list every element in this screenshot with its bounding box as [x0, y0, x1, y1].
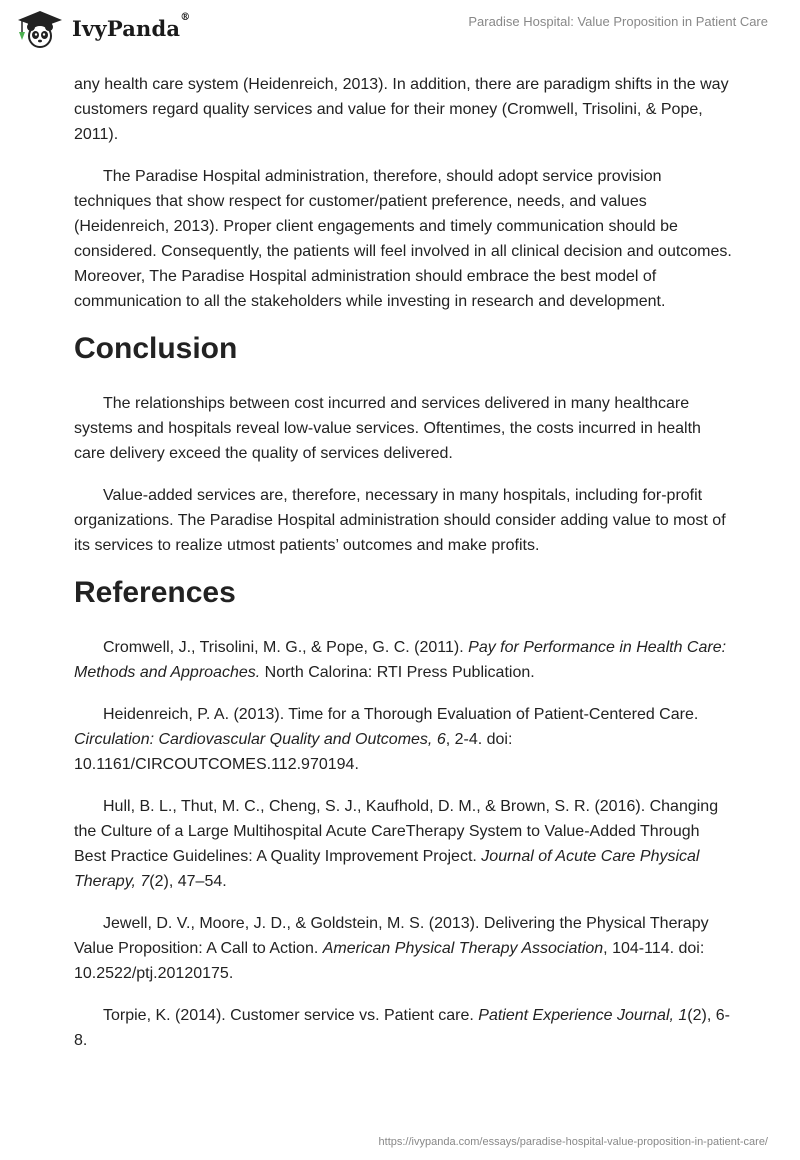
reference-entry: Hull, B. L., Thut, M. C., Cheng, S. J., Kaufhold, D. M., & Brown, S. R. (2016). Changing the Culture of a Large Multihospital Acute CareTherapy System to Value-Added Through Best Practice Guidelines: A Quality Improvement Project. Journal of Acute Care Physical Therapy, 7(2), 47–54. [74, 798, 719, 890]
reference-entry: Cromwell, J., Trisolini, M. G., & Pope, G. C. (2011). Pay for Performance in Health Care: Methods and Approaches. North Calorina: RTI Press Publication. [74, 639, 727, 681]
reference-entry: Jewell, D. V., Moore, J. D., & Goldstein, M. S. (2013). Delivering the Physical Therapy Value Proposition: A Call to Action. American Physical Therapy Association, 104-114. doi: 10.2522/ptj.20120175. [74, 915, 709, 982]
panda-graduate-icon [14, 8, 66, 48]
references-heading: References [74, 576, 236, 609]
reference-entry: Torpie, K. (2014). Customer service vs. Patient care. Patient Experience Journal, 1(2), 6-8. [74, 1007, 730, 1049]
reference-entry: Heidenreich, P. A. (2013). Time for a Thorough Evaluation of Patient-Centered Care. Circulation: Cardiovascular Quality and Outcomes, 6, 2-4. doi: 10.1161/CIRCOUTCOMES.112.970194. [74, 706, 699, 773]
conclusion-heading: Conclusion [74, 332, 238, 365]
conclusion-paragraph: Value-added services are, therefore, necessary in many hospitals, including for-profit organizations. The Paradise Hospital administration should consider adding value to most of its services to realize utmost patients’ outcomes and make profits. [74, 487, 726, 554]
page-title: Paradise Hospital: Value Proposition in Patient Care [468, 14, 768, 29]
source-url-link[interactable]: https://ivypanda.com/essays/paradise-hospital-value-proposition-in-patient-care/ [378, 1136, 768, 1148]
logo-text: IvyPanda® [72, 11, 191, 41]
page-header [0, 0, 800, 70]
essay-content [74, 72, 734, 1070]
ivypanda-logo[interactable] [14, 8, 190, 48]
body-paragraph: The Paradise Hospital administration, therefore, should adopt service provision techniques that show respect for customer/patient preference, needs, and values (Heidenreich, 2013). Proper client engagements and timely communication should be considered. Consequently, the patients will feel involved in all clinical decision and outcomes. Moreover, The Paradise Hospital administration should embrace the best model of communication to all the stakeholders while investing in research and development. [74, 168, 732, 310]
body-paragraph: any health care system (Heidenreich, 2013). In addition, there are paradigm shifts in the way customers regard quality services and value for their money (Cromwell, Trisolini, & Pope, 2011). [74, 76, 729, 143]
conclusion-paragraph: The relationships between cost incurred and services delivered in many healthcare systems and hospitals reveal low-value services. Oftentimes, the costs incurred in health care delivery exceed the quality of services delivered. [74, 395, 701, 462]
